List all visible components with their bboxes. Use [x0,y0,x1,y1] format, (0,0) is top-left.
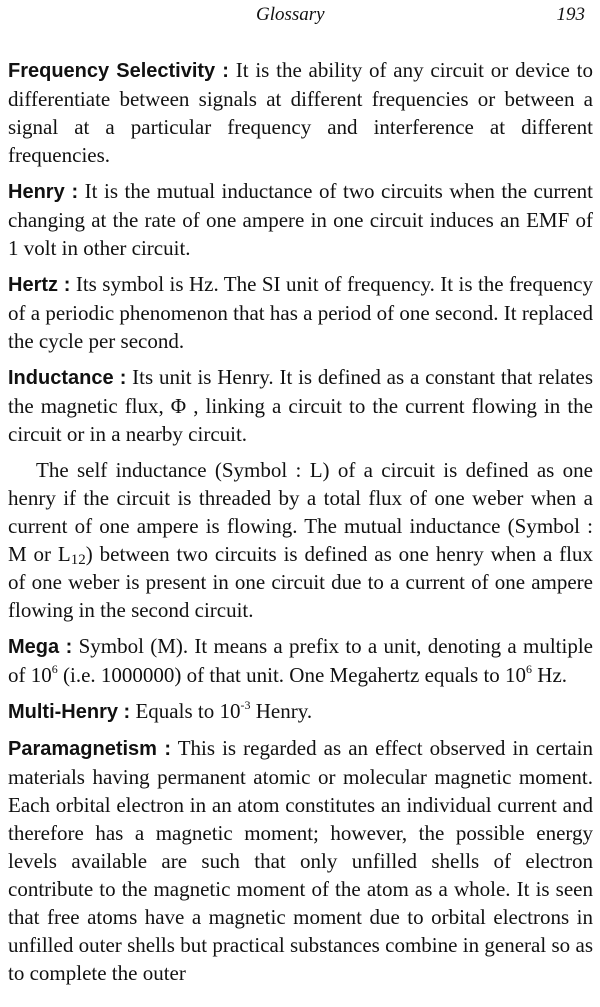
glossary-definition: It is the mutual inductance of two circuits when the current changing at the rate of one ampere in one circuit induces an EMF of 1 volt in other circuit. [8,179,593,260]
superscript: 6 [526,662,533,676]
glossary-definition: Henry. [250,699,313,723]
glossary-entry-henry [8,177,593,262]
glossary-term: Mega : [8,636,73,658]
glossary-definition: Its symbol is Hz. The SI unit of frequency. It is the frequency of a periodic phenomenon that has a period of one second. It replaced the cycle per second. [8,272,593,353]
page-number: 193 [556,4,585,25]
paragraph-text: ) between two circuits is defined as one henry when a flux of one weber is present in one circuit due to a current of one ampere flowing in the second circuit. [8,542,593,622]
running-title: Glossary [256,4,325,25]
glossary-definition: Hz. [532,663,568,687]
glossary-term: Henry : [8,181,79,203]
glossary-definition: Symbol (M). It means a prefix to a unit, denoting a multiple of 10 [8,634,594,687]
page-header [0,4,600,28]
glossary-definition: Its unit is Henry. It is defined as a constant that relates the magnetic flux, Φ , linking a circuit to the current flowing in the circuit or in a nearby circuit. [8,365,593,446]
superscript: -3 [240,698,251,712]
glossary-entry-multi-henry [8,697,593,726]
glossary-definition: It is the ability of any circuit or device to differentiate between signals at different frequencies or between a signal at a particular frequency and interference at different frequencies. [8,58,593,167]
glossary-term: Paramagnetism : [8,738,171,760]
glossary-term: Multi-Henry : [8,701,131,723]
glossary-entry-paramagnetism [8,734,593,987]
glossary-entry-hertz [8,270,593,355]
glossary-entry-mega [8,632,593,689]
superscript: 6 [51,662,58,676]
glossary-entry-frequency-selectivity [8,56,593,169]
glossary-definition: (i.e. 1000000) of that unit. One Megahertz equals to 10 [57,663,527,687]
subscript: 12 [70,552,86,568]
glossary-content [8,56,593,995]
glossary-term: Frequency Selectivity : [8,60,229,82]
glossary-entry-inductance [8,363,593,448]
glossary-term: Inductance : [8,367,127,389]
inductance-continuation-paragraph [8,456,593,624]
glossary-term: Hertz : [8,274,71,296]
glossary-definition: Equals to 10 [130,699,241,723]
glossary-definition: This is regarded as an effect observed in certain materials having permanent atomic or molecular magnetic moment. Each orbital electron in an atom constitutes an individual current and therefore has a magnetic moment; however, the possible energy levels available are such that only unfilled shells of electron contribute to the magnetic moment of the atom as a whole. It is seen that free atoms have a magnetic moment due to orbital electrons in unfilled outer shells but practical substances combine in general so as to complete the outer [8,736,593,985]
paragraph-text: The self inductance (Symbol : L) of a circuit is defined as one henry if the circuit is threaded by a total flux of one weber when a current of one ampere is flowing. The mutual inductance (Symbol : M or L [8,458,593,566]
